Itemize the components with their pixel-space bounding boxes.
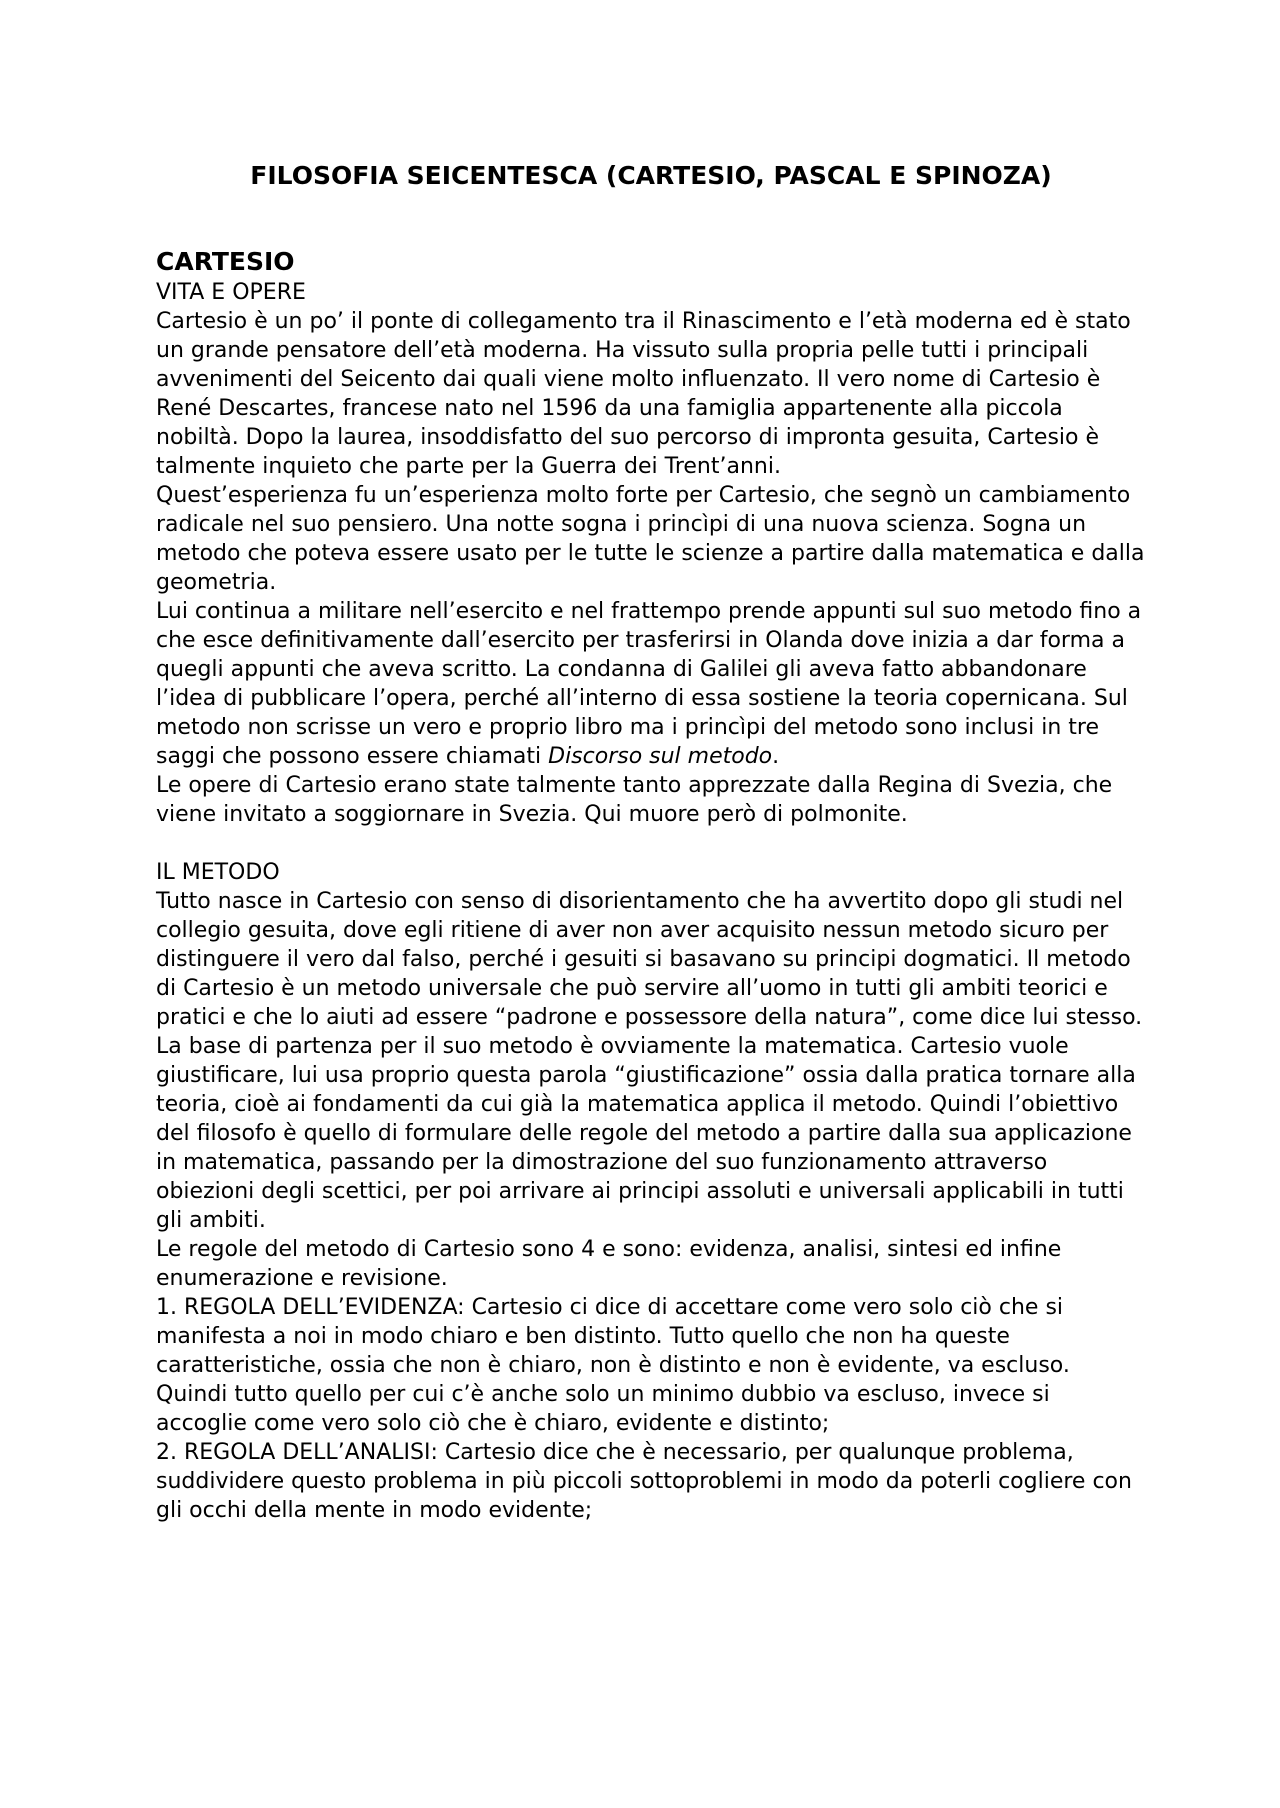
section-title-cartesio: CARTESIO bbox=[156, 247, 295, 276]
rule-analisi: 2. REGOLA DELL’ANALISI: Cartesio dice che è necessario, per qualunque problema, suddividere questo problema in più piccoli sottoproblemi in modo da poterli cogliere con gli occhi della mente in modo evidente; bbox=[156, 1440, 1132, 1523]
paragraph-vita-1: Cartesio è un po’ il ponte di collegamento tra il Rinascimento e l’età moderna ed è stato un grande pensatore dell’età moderna. Ha vissuto sulla propria pelle tutti i principali avvenimenti del Seicento dai quali viene molto influenzato. Il vero nome di Cartesio è René Descartes, francese nato nel 1596 da una famiglia appartenente alla piccola nobiltà. Dopo la laurea, insoddisfatto del suo percorso di impronta gesuita, Cartesio è talmente inquieto che parte per la Guerra dei Trent’anni. bbox=[156, 309, 1131, 479]
work-title-discorso: Discorso sul metodo bbox=[548, 744, 773, 769]
rule-evidenza: 1. REGOLA DELL’EVIDENZA: Cartesio ci dice di accettare come vero solo ciò che si manifesta a noi in modo chiaro e ben distinto. Tutto quello che non ha queste caratteristiche, ossia che non è chiaro, non è distinto e non è evidente, va escluso. Quindi tutto quello per cui c’è anche solo un minimo dubbio va escluso, invece si accoglie come vero solo ciò che è chiaro, evidente e distinto; bbox=[156, 1295, 1070, 1436]
paragraph-vita-3 bbox=[156, 597, 1146, 771]
document-page bbox=[156, 150, 1146, 1525]
blank-line bbox=[156, 829, 1146, 858]
subheading-vita-e-opere: VITA E OPERE bbox=[156, 280, 306, 305]
document-title: FILOSOFIA SEICENTESCA (CARTESIO, PASCAL E SPINOZA) bbox=[250, 161, 1052, 190]
paragraph-metodo-2: Le regole del metodo di Cartesio sono 4 e sono: evidenza, analisi, sintesi ed infine enumerazione e revisione. bbox=[156, 1237, 1062, 1291]
paragraph-metodo-1: Tutto nasce in Cartesio con senso di disorientamento che ha avvertito dopo gli studi nel collegio gesuita, dove egli ritiene di aver non aver acquisito nessun metodo sicuro per distinguere il vero dal falso, perché i gesuiti si basavano su principi dogmatici. Il metodo di Cartesio è un metodo universale che può servire all’uomo in tutti gli ambiti teorici e pratici e che lo aiuti ad essere “padrone e possessore della natura”, come dice lui stesso. La base di partenza per il suo metodo è ovviamente la matematica. Cartesio vuole giustificare, lui usa proprio questa parola “giustificazione” ossia dalla pratica tornare alla teoria, cioè ai fondamenti da cui già la matematica applica il metodo. Quindi l’obiettivo del filosofo è quello di formulare delle regole del metodo a partire dalla sua applicazione in matematica, passando per la dimostrazione del suo funzionamento attraverso obiezioni degli scettici, per poi arrivare ai principi assoluti e universali applicabili in tutti gli ambiti. bbox=[156, 889, 1143, 1233]
subheading-il-metodo: IL METODO bbox=[156, 860, 280, 885]
paragraph-vita-3-end: . bbox=[772, 744, 780, 769]
paragraph-vita-4: Le opere di Cartesio erano state talmente tanto apprezzate dalla Regina di Svezia, che viene invitato a soggiornare in Svezia. Qui muore però di polmonite. bbox=[156, 773, 1113, 827]
paragraph-vita-2: Quest’esperienza fu un’esperienza molto forte per Cartesio, che segnò un cambiamento radicale nel suo pensiero. Una notte sogna i princìpi di una nuova scienza. Sogna un metodo che poteva essere usato per le tutte le scienze a partire dalla matematica e dalla geometria. bbox=[156, 483, 1145, 595]
paragraph-vita-3-text: Lui continua a militare nell’esercito e nel frattempo prende appunti sul suo metodo fino a che esce definitivamente dall’esercito per trasferirsi in Olanda dove inizia a dar forma a quegli appunti che aveva scritto. La condanna di Galilei gli aveva fatto abbandonare l’idea di pubblicare l’opera, perché all’interno di essa sostiene la teoria copernicana. Sul metodo non scrisse un vero e proprio libro ma i princìpi del metodo sono inclusi in tre saggi che possono essere chiamati bbox=[156, 599, 1142, 769]
